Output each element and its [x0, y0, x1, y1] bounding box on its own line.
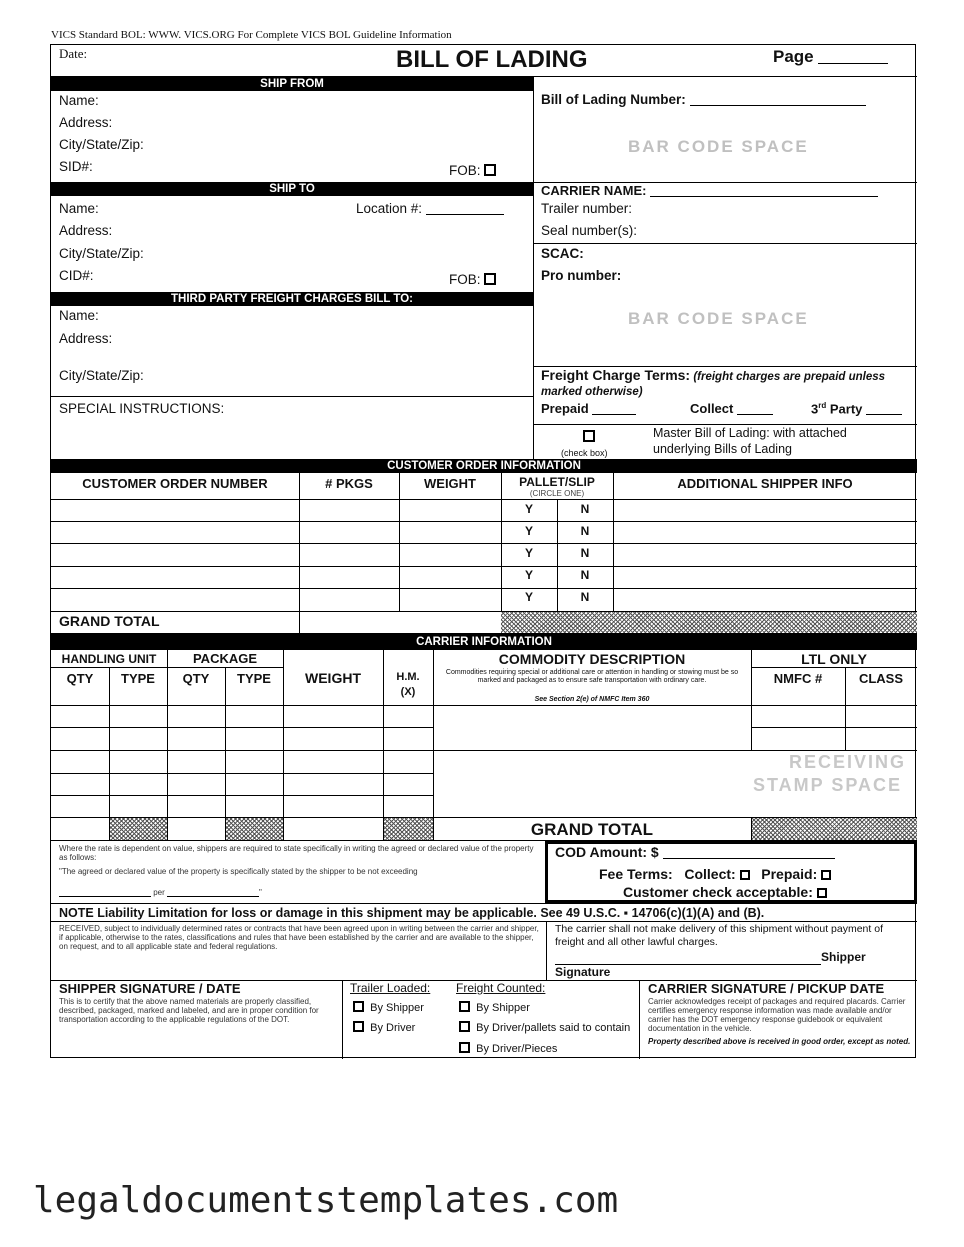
freight-terms-note: (freight charges are prepaid unless marked otherwise)	[541, 371, 886, 398]
by-driver-label: By Driver	[370, 1022, 416, 1034]
trailer-loaded-by-driver[interactable]	[353, 1021, 415, 1034]
package-header: PACKAGE	[192, 651, 258, 666]
checkbox[interactable]	[459, 1042, 470, 1053]
n-option[interactable]: N	[580, 502, 590, 516]
fee-prepaid-label: Prepaid:	[761, 866, 818, 882]
third-party-address[interactable]: Address:	[59, 331, 113, 346]
prepaid-label: Prepaid	[541, 401, 589, 416]
carrier-grand-total: GRAND TOTAL	[530, 820, 654, 839]
master-bol-checkbox[interactable]	[583, 430, 595, 442]
ship-from-name[interactable]: Name:	[59, 93, 99, 108]
party-label: Party	[829, 401, 863, 417]
cod-amount-label: COD Amount: $	[555, 844, 659, 860]
ship-from-fob[interactable]	[449, 163, 496, 178]
fee-collect-label: Collect:	[684, 866, 736, 882]
by-driver-pallets-label: By Driver/pallets said to contain	[476, 1022, 631, 1034]
hatched-area	[226, 818, 283, 840]
customer-check-checkbox[interactable]	[817, 888, 827, 898]
hatched-area	[384, 818, 433, 840]
form-title: BILL OF LADING	[396, 46, 588, 73]
bill-of-lading-form	[50, 44, 916, 1058]
third-party-bar: THIRD PARTY FREIGHT CHARGES BILL TO:	[51, 292, 533, 306]
circle-one: (CIRCLE ONE)	[529, 489, 585, 498]
customer-check-row	[623, 884, 827, 900]
ship-from-sid[interactable]: SID#:	[59, 159, 93, 174]
y-option[interactable]: Y	[524, 546, 533, 560]
special-instructions[interactable]: SPECIAL INSTRUCTIONS:	[59, 401, 225, 416]
n-option[interactable]: N	[580, 568, 590, 582]
carrier-info-bar: CARRIER INFORMATION	[51, 633, 917, 650]
value-declaration-line2: "The agreed or declared value of the property is specifically stated by the shipper to be not exceeding	[59, 867, 418, 876]
y-option[interactable]: Y	[524, 568, 533, 582]
ship-to-name[interactable]: Name:	[59, 201, 99, 216]
received-text: RECEIVED, subject to individually determined rates or contracts that have been agreed upon in writing between the carrier and shipper, if applicable, otherwise to the rates, classifications and rules that have been established by the carrier and are available to the shipper, on request, and to all applicable state and federal regulations.	[59, 924, 539, 951]
freight-counted-by-driver-pallets[interactable]	[459, 1021, 630, 1034]
ship-from-bar: SHIP FROM	[51, 77, 533, 91]
master-bol-line1: Master Bill of Lading: with attached	[653, 426, 847, 440]
freight-counted-by-shipper[interactable]	[459, 1001, 530, 1014]
signature-label: Signature	[555, 965, 611, 979]
fob-label: FOB:	[449, 163, 481, 178]
commodity-note: Commodities requiring special or additional care or attention in handling or stowing must be so marked and packaged as to ensure safe transportation with ordinary care.	[445, 669, 739, 684]
commodity-header: COMMODITY DESCRIPTION	[498, 651, 686, 667]
n-option[interactable]: N	[580, 524, 590, 538]
carrier-signature-text: Carrier acknowledges receipt of packages and required placards. Carrier certifies emergency response information was made available and/or carrier has the DOT emergency response guidebook or equivalent documentation in the vehicle.	[648, 997, 906, 1033]
good-order-text: Property described above is received in good order, except as noted.	[648, 1037, 911, 1046]
collect-field[interactable]	[690, 401, 773, 416]
table-row	[501, 502, 557, 612]
fob-checkbox[interactable]	[484, 164, 496, 176]
freight-counted-by-driver-pieces[interactable]	[459, 1042, 557, 1055]
third-sup: rd	[818, 401, 827, 410]
third-party-name[interactable]: Name:	[59, 308, 99, 323]
scac[interactable]: SCAC:	[541, 246, 584, 261]
master-bol-line2: underlying Bills of Lading	[653, 442, 792, 456]
value-per-field[interactable]: per "	[59, 888, 262, 897]
hatched-area	[752, 818, 917, 840]
customer-check-label: Customer check acceptable:	[623, 884, 813, 900]
shipper-label: Shipper	[821, 950, 866, 964]
ship-to-cid[interactable]: CID#:	[59, 268, 94, 283]
ship-to-address[interactable]: Address:	[59, 223, 113, 238]
weight-header: WEIGHT	[305, 670, 361, 686]
hm-header: H.M.	[396, 671, 420, 683]
date-label: Date:	[59, 46, 88, 61]
ship-to-fob[interactable]	[449, 272, 496, 287]
trailer-loaded-by-shipper[interactable]	[353, 1001, 424, 1014]
col-weight: WEIGHT	[424, 476, 476, 491]
bol-number-label: Bill of Lading Number:	[541, 92, 686, 107]
check-box-label: (check box)	[561, 448, 608, 458]
third-party-city-state-zip[interactable]: City/State/Zip:	[59, 368, 144, 383]
fob-checkbox[interactable]	[484, 273, 496, 285]
collect-label: Collect	[690, 401, 734, 416]
col-pallet-slip: PALLET/SLIP	[519, 475, 595, 489]
col-pkgs: # PKGS	[325, 476, 373, 491]
pkg-qty-header: QTY	[182, 671, 210, 686]
ship-from-address[interactable]: Address:	[59, 115, 113, 130]
bol-number-field[interactable]	[541, 92, 866, 107]
per-label: per	[153, 888, 165, 897]
shipper-signature-title: SHIPPER SIGNATURE / DATE	[59, 981, 241, 996]
checkbox[interactable]	[353, 1001, 364, 1012]
hatched-area	[501, 612, 917, 633]
by-shipper-label: By Shipper	[370, 1002, 424, 1014]
n-option[interactable]: N	[580, 590, 590, 604]
ship-from-city-state-zip[interactable]: City/State/Zip:	[59, 137, 144, 152]
nmfc-header: NMFC #	[773, 671, 823, 686]
hatched-area	[110, 818, 167, 840]
ship-to-bar: SHIP TO	[51, 182, 533, 196]
pro-number[interactable]: Pro number:	[541, 268, 622, 283]
by-shipper-label: By Shipper	[476, 1002, 530, 1014]
checkbox[interactable]	[459, 1021, 470, 1032]
cod-amount-field[interactable]	[555, 844, 835, 860]
ship-to-location[interactable]	[356, 201, 504, 216]
ship-to-city-state-zip[interactable]: City/State/Zip:	[59, 246, 144, 261]
customer-grand-total: GRAND TOTAL	[59, 613, 160, 629]
checkbox[interactable]	[353, 1021, 364, 1032]
watermark: legaldocumentstemplates.com	[33, 1180, 619, 1221]
fob-label: FOB:	[449, 272, 481, 287]
fee-collect-checkbox[interactable]	[740, 870, 750, 880]
hu-qty-header: QTY	[66, 671, 94, 686]
col-customer-order-number: CUSTOMER ORDER NUMBER	[82, 476, 268, 491]
by-driver-pieces-label: By Driver/Pieces	[476, 1043, 558, 1055]
class-header: CLASS	[858, 671, 904, 686]
shipper-signature-text: This is to certify that the above named materials are properly classified, described, packaged, marked and labeled, and are in proper condition for transportation according to the applicable regulations of the DOT.	[59, 997, 319, 1024]
freight-terms-title: Freight Charge Terms:	[541, 367, 691, 383]
page-field[interactable]	[773, 47, 888, 67]
fee-prepaid-checkbox[interactable]	[821, 870, 831, 880]
col-additional-shipper-info: ADDITIONAL SHIPPER INFO	[677, 476, 853, 491]
ltl-only-header: LTL ONLY	[801, 651, 867, 667]
freight-counted-title: Freight Counted:	[456, 981, 546, 995]
y-option[interactable]: Y	[524, 590, 533, 604]
prepaid-field[interactable]	[541, 401, 636, 416]
n-option[interactable]: N	[580, 546, 590, 560]
carrier-delivery-text: The carrier shall not make delivery of this shipment without payment of freight and all other lawful charges.	[555, 923, 883, 948]
value-declaration-text: Where the rate is dependent on value, shippers are required to state specifically in writing the agreed or declared value of the property as follows:	[59, 844, 534, 862]
seal-numbers[interactable]: Seal number(s):	[541, 223, 638, 238]
checkbox[interactable]	[459, 1001, 470, 1012]
third-party-field[interactable]	[811, 401, 902, 416]
hm-x-header: (X)	[400, 686, 416, 698]
fee-terms-row	[599, 866, 831, 882]
location-label: Location #:	[356, 201, 423, 216]
barcode-space-2: BAR CODE SPACE	[628, 309, 809, 328]
liability-note: NOTE Liability Limitation for loss or damage in this shipment may be applicable. See 49 U.S.C. ▪ 14706(c)(1)(A) and (B).	[59, 906, 765, 920]
page-label: Page	[773, 47, 814, 66]
pkg-type-header: TYPE	[237, 671, 271, 686]
handling-unit-header: HANDLING UNIT	[61, 652, 157, 666]
receiving-stamp-text: RECEIVING	[789, 752, 907, 772]
fee-terms-label: Fee Terms:	[599, 866, 673, 882]
carrier-name-label: CARRIER NAME:	[541, 183, 647, 198]
barcode-space-1: BAR CODE SPACE	[628, 137, 809, 156]
customer-order-bar: CUSTOMER ORDER INFORMATION	[51, 459, 917, 473]
y-option[interactable]: Y	[524, 524, 533, 538]
table-row	[557, 502, 613, 612]
commodity-ref: See Section 2(e) of NMFC Item 360	[534, 696, 650, 703]
carrier-name-field[interactable]	[541, 183, 878, 198]
y-option[interactable]: Y	[524, 502, 533, 516]
stamp-space-text: STAMP SPACE	[753, 775, 903, 795]
vics-top-note: VICS Standard BOL: WWW. VICS.ORG For Complete VICS BOL Guideline Information	[51, 29, 452, 41]
hu-type-header: TYPE	[121, 671, 155, 686]
carrier-signature-title: CARRIER SIGNATURE / PICKUP DATE	[648, 981, 885, 996]
freight-charge-terms	[541, 368, 911, 400]
trailer-number[interactable]: Trailer number:	[541, 201, 633, 216]
trailer-loaded-title: Trailer Loaded:	[350, 981, 431, 995]
third-label: 3	[811, 401, 819, 417]
